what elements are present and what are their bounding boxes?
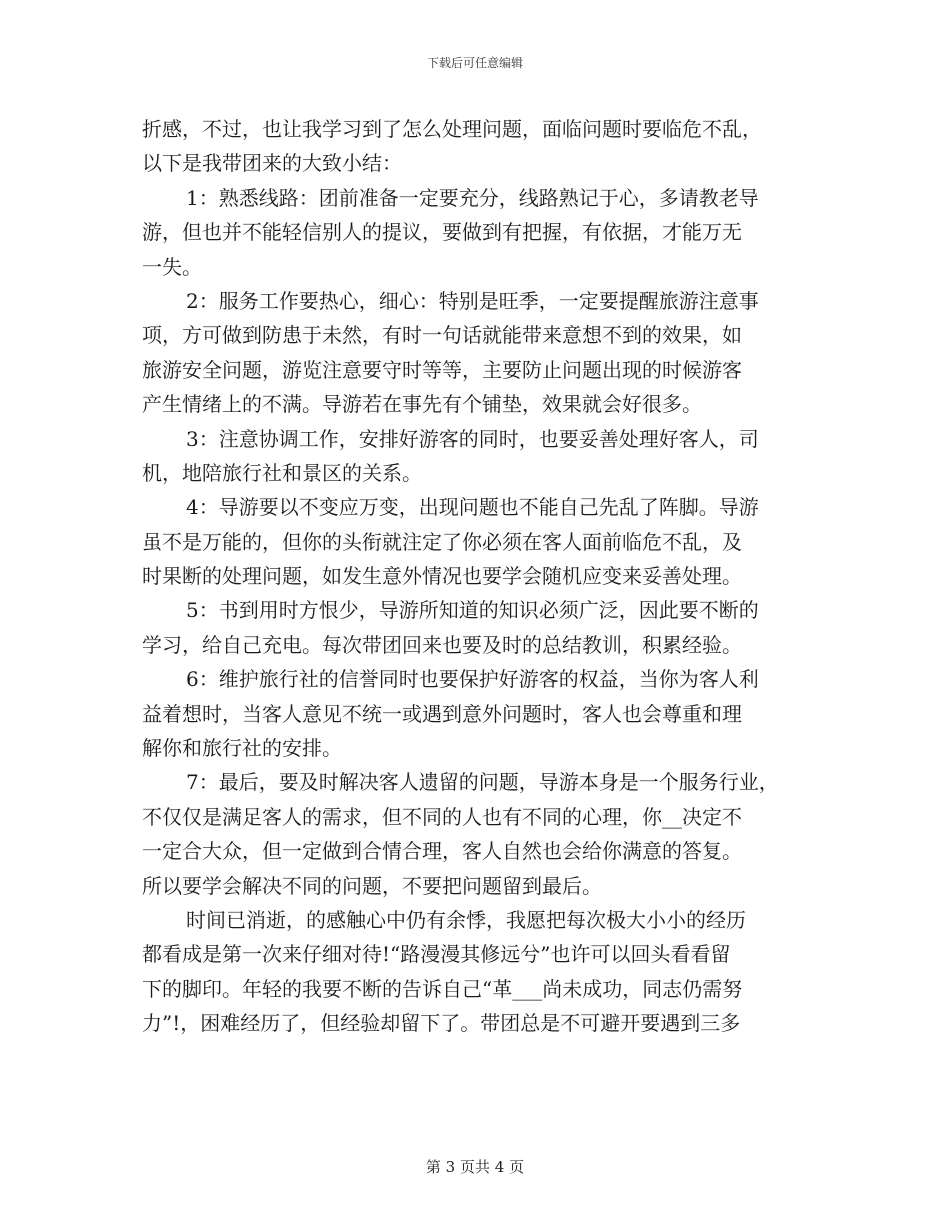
text-line: 所以要学会解决不同的问题，不要把问题留到最后。: [142, 873, 602, 898]
text-line: 折感，不过，也让我学习到了怎么处理问题，面临问题时要临危不乱，: [142, 117, 762, 141]
text-line: 游，但也并不能轻信别人的提议，要做到有把握，有依据，才能万无: [142, 220, 742, 245]
text-line: 2：服务工作要热心，细心：特别是旺季，一定要提醒旅游注意事: [186, 288, 759, 313]
text-line: 旅游安全问题，游览注意要守时等等，主要防止问题出现的时候游客: [142, 357, 742, 382]
text-line: 5：书到用时方恨少，导游所知道的知识必须广泛，因此要不断的: [186, 598, 759, 623]
text-line: 不仅仅是满足客人的需求，但不同的人也有不同的心理，你__决定不: [142, 804, 742, 829]
text-line: 解你和旅行社的安排。: [142, 736, 342, 761]
text-line: 以下是我带团来的大致小结：: [142, 151, 402, 176]
text-line: 机，地陪旅行社和景区的关系。: [142, 460, 422, 485]
text-line: 虽不是万能的，但你的头衔就注定了你必须在客人面前临危不乱，及: [142, 529, 742, 554]
text-line: 时果断的处理问题，如发生意外情况也要学会随机应变来妥善处理。: [142, 564, 742, 589]
text-line: 力”!，困难经历了，但经验却留下了。带团总是不可避开要遇到三多: [142, 1011, 741, 1036]
text-line: 益着想时，当客人意见不统一或遇到意外问题时，客人也会尊重和理: [142, 701, 742, 726]
page-footer: 第 3 页共 4 页: [425, 1158, 525, 1176]
text-line: 1：熟悉线路：团前准备一定要充分，线路熟记于心，多请教老导: [186, 185, 759, 210]
text-line: 3：注意协调工作，安排好游客的同时，也要妥善处理好客人，司: [186, 426, 759, 451]
text-line: 一定合大众，但一定做到合情合理，客人自然也会给你满意的答复。: [142, 839, 742, 864]
text-line: 一失。: [142, 254, 202, 279]
text-line: 时间已消逝，的感触心中仍有余悸，我愿把每次极大小小的经历: [186, 907, 746, 932]
page-header: 下载后可任意编辑: [426, 56, 523, 70]
text-line: 学习，给自己充电。每次带团回来也要及时的总结教训，积累经验。: [142, 632, 742, 657]
text-line: 7：最后，要及时解决客人遗留的问题，导游本身是一个服务行业，: [186, 770, 779, 795]
text-line: 都看成是第一次来仔细对待!“路漫漫其修远兮”也许可以回头看看留: [142, 942, 731, 967]
text-line: 6：维护旅行社的信誉同时也要保护好游客的权益，当你为客人利: [186, 667, 759, 692]
text-line: 产生情绪上的不满。导游若在事先有个铺垫，效果就会好很多。: [142, 392, 702, 417]
document-body: [142, 112, 822, 1041]
text-line: 项，方可做到防患于未然，有时一句话就能带来意想不到的效果，如: [142, 323, 742, 348]
text-line: 下的脚印。年轻的我要不断的告诉自己“革___尚未成功，同志仍需努: [142, 976, 743, 1001]
text-line: 4：导游要以不变应万变，出现问题也不能自己先乱了阵脚。导游: [186, 495, 759, 520]
